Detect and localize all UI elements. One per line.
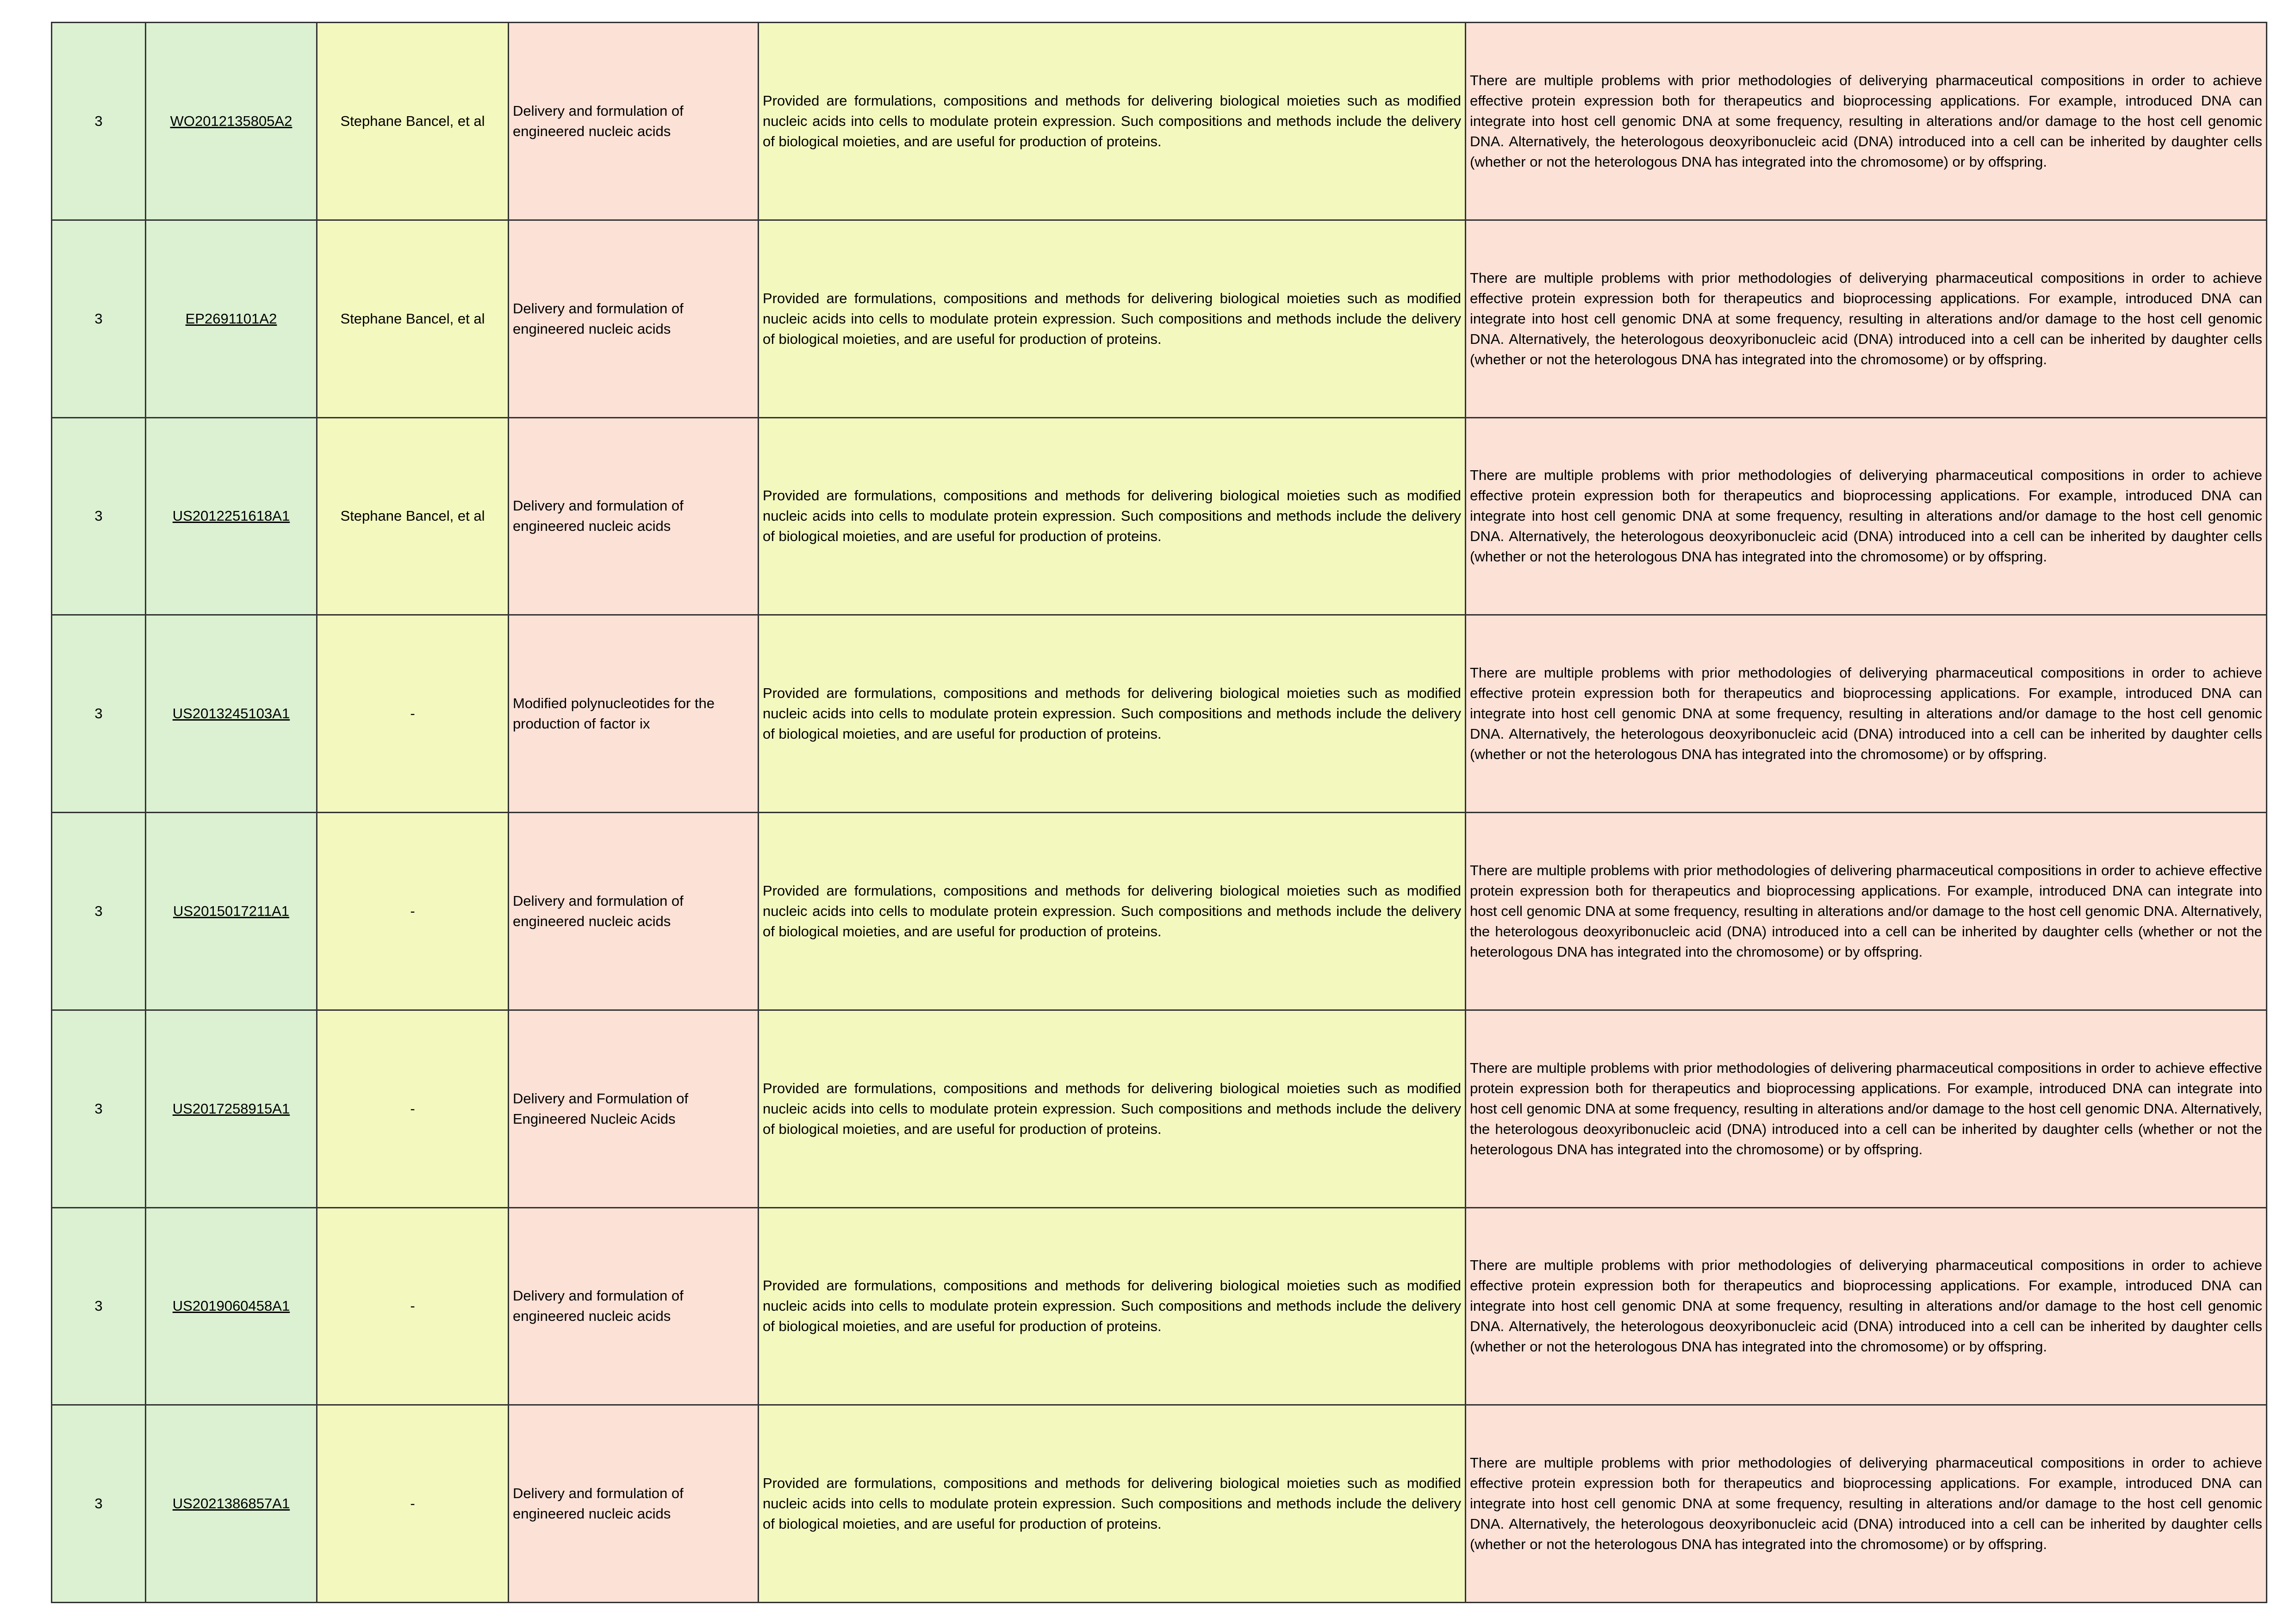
inventor-cell: -: [317, 1010, 509, 1207]
publication-cell: [146, 615, 317, 813]
inventor-cell: Stephane Bancel, et al: [317, 417, 509, 615]
publication-cell: [146, 417, 317, 615]
rank-cell: 3: [52, 1207, 146, 1405]
table-row: [52, 1207, 2267, 1405]
title-cell: Delivery and formulation of engineered nucleic acids: [509, 23, 759, 220]
publication-cell: [146, 1405, 317, 1603]
title-cell: Delivery and formulation of engineered nucleic acids: [509, 1405, 759, 1603]
title-cell: Modified polynucleotides for the production of factor ix: [509, 615, 759, 813]
publication-number-link[interactable]: US2013245103A1: [172, 705, 290, 722]
inventor-cell: -: [317, 1207, 509, 1405]
background-cell: There are multiple problems with prior methodologies of deliverying pharmaceutical compositions in order to achieve effective protein expression both for therapeutics and bioprocessing applications. For example, introduced DNA can integrate into host cell genomic DNA at some frequency, resulting in alterations and/or damage to the host cell genomic DNA. Alternatively, the heterologous deoxyribonucleic acid (DNA) introduced into a cell can be inherited by daughter cells (whether or not the heterologous DNA has integrated into the chromosome) or by offspring.: [1466, 1207, 2267, 1405]
publication-cell: [146, 23, 317, 220]
background-cell: There are multiple problems with prior methodologies of delivering pharmaceutical compositions in order to achieve effective protein expression both for therapeutics and bioprocessing applications. For example, introduced DNA can integrate into host cell genomic DNA at some frequency, resulting in alterations and/or damage to the host cell genomic DNA. Alternatively, the heterologous deoxyribonucleic acid (DNA) introduced into a cell can be inherited by daughter cells (whether or not the heterologous DNA has integrated into the chromosome) or by offspring.: [1466, 1010, 2267, 1207]
abstract-cell: Provided are formulations, compositions and methods for delivering biological moieties such as modified nucleic acids into cells to modulate protein expression. Such compositions and methods include the delivery of biological moieties, and are useful for production of proteins.: [759, 220, 1466, 417]
patent-table: [51, 22, 2267, 1603]
rank-cell: 3: [52, 1405, 146, 1603]
background-cell: There are multiple problems with prior methodologies of delivering pharmaceutical compositions in order to achieve effective protein expression both for therapeutics and bioprocessing applications. For example, introduced DNA can integrate into host cell genomic DNA at some frequency, resulting in alterations and/or damage to the host cell genomic DNA. Alternatively, the heterologous deoxyribonucleic acid (DNA) introduced into a cell can be inherited by daughter cells (whether or not the heterologous DNA has integrated into the chromosome) or by offspring.: [1466, 813, 2267, 1010]
table-row: [52, 1010, 2267, 1207]
publication-cell: [146, 1010, 317, 1207]
background-cell: There are multiple problems with prior methodologies of deliverying pharmaceutical compositions in order to achieve effective protein expression both for therapeutics and bioprocessing applications. For example, introduced DNA can integrate into host cell genomic DNA at some frequency, resulting in alterations and/or damage to the host cell genomic DNA. Alternatively, the heterologous deoxyribonucleic acid (DNA) introduced into a cell can be inherited by daughter cells (whether or not the heterologous DNA has integrated into the chromosome) or by offspring.: [1466, 220, 2267, 417]
publication-number-link[interactable]: WO2012135805A2: [170, 112, 292, 129]
publication-number-link[interactable]: US2021386857A1: [172, 1495, 290, 1512]
background-cell: There are multiple problems with prior methodologies of deliverying pharmaceutical compositions in order to achieve effective protein expression both for therapeutics and bioprocessing applications. For example, introduced DNA can integrate into host cell genomic DNA at some frequency, resulting in alterations and/or damage to the host cell genomic DNA. Alternatively, the heterologous deoxyribonucleic acid (DNA) introduced into a cell can be inherited by daughter cells (whether or not the heterologous DNA has integrated into the chromosome) or by offspring.: [1466, 1405, 2267, 1603]
rank-cell: 3: [52, 417, 146, 615]
inventor-cell: -: [317, 813, 509, 1010]
patent-table-body: [52, 23, 2267, 1603]
publication-cell: [146, 220, 317, 417]
background-cell: There are multiple problems with prior methodologies of deliverying pharmaceutical compositions in order to achieve effective protein expression both for therapeutics and bioprocessing applications. For example, introduced DNA can integrate into host cell genomic DNA at some frequency, resulting in alterations and/or damage to the host cell genomic DNA. Alternatively, the heterologous deoxyribonucleic acid (DNA) introduced into a cell can be inherited by daughter cells (whether or not the heterologous DNA has integrated into the chromosome) or by offspring.: [1466, 417, 2267, 615]
table-row: [52, 813, 2267, 1010]
table-row: [52, 1405, 2267, 1603]
publication-number-link[interactable]: US2019060458A1: [172, 1298, 290, 1314]
inventor-cell: -: [317, 1405, 509, 1603]
publication-number-link[interactable]: US2017258915A1: [172, 1100, 290, 1117]
rank-cell: 3: [52, 23, 146, 220]
abstract-cell: Provided are formulations, compositions and methods for delivering biological moieties such as modified nucleic acids into cells to modulate protein expression. Such compositions and methods include the delivery of biological moieties, and are useful for production of proteins.: [759, 1405, 1466, 1603]
publication-number-link[interactable]: EP2691101A2: [185, 310, 277, 327]
title-cell: Delivery and formulation of engineered nucleic acids: [509, 813, 759, 1010]
rank-cell: 3: [52, 1010, 146, 1207]
abstract-cell: Provided are formulations, compositions and methods for delivering biological moieties such as modified nucleic acids into cells to modulate protein expression. Such compositions and methods include the delivery of biological moieties, and are useful for production of proteins.: [759, 813, 1466, 1010]
title-cell: Delivery and formulation of engineered nucleic acids: [509, 220, 759, 417]
table-row: [52, 220, 2267, 417]
title-cell: Delivery and Formulation of Engineered Nucleic Acids: [509, 1010, 759, 1207]
table-row: [52, 615, 2267, 813]
publication-number-link[interactable]: US2012251618A1: [172, 508, 290, 524]
title-cell: Delivery and formulation of engineered nucleic acids: [509, 417, 759, 615]
abstract-cell: Provided are formulations, compositions and methods for delivering biological moieties such as modified nucleic acids into cells to modulate protein expression. Such compositions and methods include the delivery of biological moieties, and are useful for production of proteins.: [759, 23, 1466, 220]
publication-cell: [146, 1207, 317, 1405]
inventor-cell: -: [317, 615, 509, 813]
inventor-cell: Stephane Bancel, et al: [317, 23, 509, 220]
inventor-cell: Stephane Bancel, et al: [317, 220, 509, 417]
abstract-cell: Provided are formulations, compositions and methods for delivering biological moieties such as modified nucleic acids into cells to modulate protein expression. Such compositions and methods include the delivery of biological moieties, and are useful for production of proteins.: [759, 1010, 1466, 1207]
abstract-cell: Provided are formulations, compositions and methods for delivering biological moieties such as modified nucleic acids into cells to modulate protein expression. Such compositions and methods include the delivery of biological moieties, and are useful for production of proteins.: [759, 1207, 1466, 1405]
table-row: [52, 417, 2267, 615]
abstract-cell: Provided are formulations, compositions and methods for delivering biological moieties such as modified nucleic acids into cells to modulate protein expression. Such compositions and methods include the delivery of biological moieties, and are useful for production of proteins.: [759, 417, 1466, 615]
publication-cell: [146, 813, 317, 1010]
rank-cell: 3: [52, 220, 146, 417]
title-cell: Delivery and formulation of engineered nucleic acids: [509, 1207, 759, 1405]
table-row: [52, 23, 2267, 220]
abstract-cell: Provided are formulations, compositions and methods for delivering biological moieties such as modified nucleic acids into cells to modulate protein expression. Such compositions and methods include the delivery of biological moieties, and are useful for production of proteins.: [759, 615, 1466, 813]
background-cell: There are multiple problems with prior methodologies of deliverying pharmaceutical compositions in order to achieve effective protein expression both for therapeutics and bioprocessing applications. For example, introduced DNA can integrate into host cell genomic DNA at some frequency, resulting in alterations and/or damage to the host cell genomic DNA. Alternatively, the heterologous deoxyribonucleic acid (DNA) introduced into a cell can be inherited by daughter cells (whether or not the heterologous DNA has integrated into the chromosome) or by offspring.: [1466, 615, 2267, 813]
publication-number-link[interactable]: US2015017211A1: [173, 902, 290, 919]
rank-cell: 3: [52, 813, 146, 1010]
rank-cell: 3: [52, 615, 146, 813]
background-cell: There are multiple problems with prior methodologies of deliverying pharmaceutical compositions in order to achieve effective protein expression both for therapeutics and bioprocessing applications. For example, introduced DNA can integrate into host cell genomic DNA at some frequency, resulting in alterations and/or damage to the host cell genomic DNA. Alternatively, the heterologous deoxyribonucleic acid (DNA) introduced into a cell can be inherited by daughter cells (whether or not the heterologous DNA has integrated into the chromosome) or by offspring.: [1466, 23, 2267, 220]
